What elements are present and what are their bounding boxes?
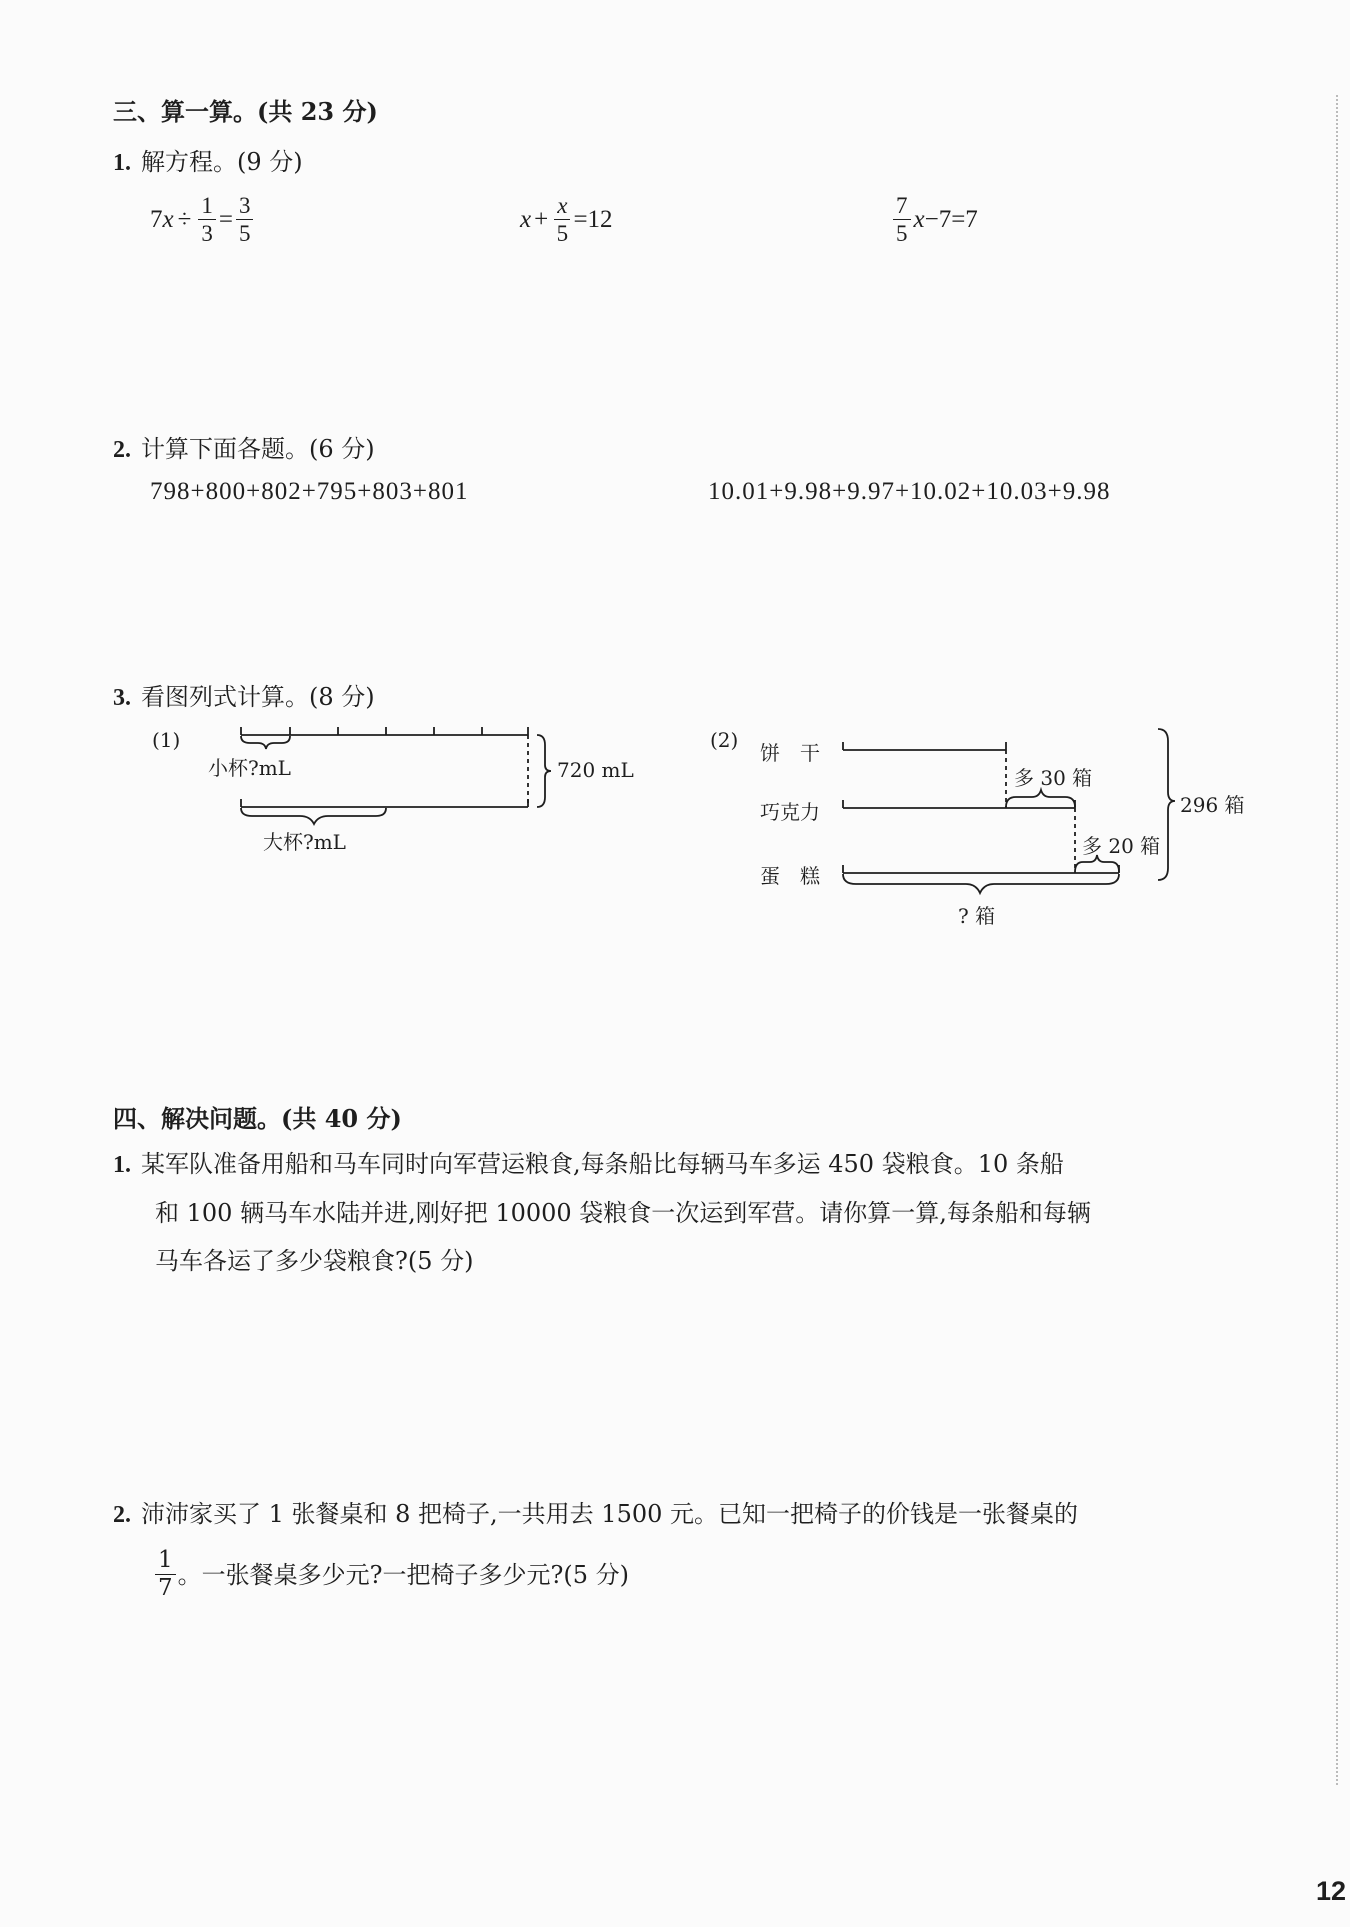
row-biscuit-label: 饼 干 xyxy=(760,741,820,765)
small-cup-label: 小杯?mL xyxy=(208,756,291,780)
section-4-title: 四、解决问题。(共 40 分) xyxy=(113,1104,402,1133)
total-720-label: 720 mL xyxy=(557,758,634,782)
question-text: 解方程。(9 分) xyxy=(141,148,303,176)
row-cake-label: 蛋 糕 xyxy=(760,864,820,888)
small-cup-brace xyxy=(241,736,290,749)
large-cup-brace xyxy=(241,808,386,824)
unknown-brace xyxy=(843,874,1119,893)
expression-2: 10.01+9.98+9.97+10.02+10.03+9.98 xyxy=(708,478,1111,505)
total-296-label: 296 箱 xyxy=(1180,793,1245,817)
fraction: $\frac{x}{5}$ xyxy=(554,192,570,247)
more-30-label: 多 30 箱 xyxy=(1014,766,1093,790)
large-cup-label: 大杯?mL xyxy=(263,830,346,854)
total-296-brace xyxy=(1158,729,1175,880)
expression-1: 798+800+802+795+803+801 xyxy=(150,478,469,505)
equation-3: $\frac{7}{5}$ x −7=7 xyxy=(890,192,978,247)
question-4-1: 1. 某军队准备用船和马车同时向军营运粮食,每条船比每辆马车多运 450 袋粮食。10 条船 和 100 辆马车水陆并进,刚好把 10000 袋粮食一次运到军营。请你算一算,每条船和每辆 马车各运了多少袋粮食?(5 分) xyxy=(113,1150,1091,1275)
question-number: 3. xyxy=(113,685,131,711)
question-number: 1. xyxy=(113,150,131,176)
more-20-label: 多 20 箱 xyxy=(1082,834,1161,858)
equation-2: x + $\frac{x}{5}$ =12 xyxy=(520,193,613,246)
section-3-title: 三、算一算。(共 23 分) xyxy=(113,97,378,126)
question-number: 2. xyxy=(113,1502,131,1528)
equation-1: 7 x ÷ $\frac{1}{3}$ = $\frac{3}{5}$ xyxy=(150,192,256,247)
fraction: $\frac{7}{5}$ xyxy=(893,192,911,247)
question-text: 看图列式计算。(8 分) xyxy=(141,683,375,711)
page-number: 12 xyxy=(1316,1876,1347,1906)
question-number: 1. xyxy=(113,1152,131,1178)
page-edge-dotted xyxy=(1336,95,1338,1785)
diagram-1-label: (1) xyxy=(152,728,181,752)
question-text: 计算下面各题。(6 分) xyxy=(141,435,375,463)
fraction: $\frac{3}{5}$ xyxy=(236,192,254,247)
unknown-label: ? 箱 xyxy=(958,904,996,928)
question-number: 2. xyxy=(113,437,131,463)
row-chocolate-label: 巧克力 xyxy=(760,800,820,824)
fraction: $\frac{1}{7}$ xyxy=(155,1547,176,1602)
question-4-2: 2. 沛沛家买了 1 张餐桌和 8 把椅子,一共用去 1500 元。已知一把椅子的价钱是一张餐桌的 $\frac{1}{7}$ 。一张餐桌多少元?一把椅子多少元?(5 分) xyxy=(113,1500,1079,1601)
diagram-2-label: (2) xyxy=(710,728,739,752)
more-30-brace xyxy=(1006,790,1075,807)
total-brace xyxy=(537,735,551,807)
fraction: $\frac{1}{3}$ xyxy=(198,192,216,247)
